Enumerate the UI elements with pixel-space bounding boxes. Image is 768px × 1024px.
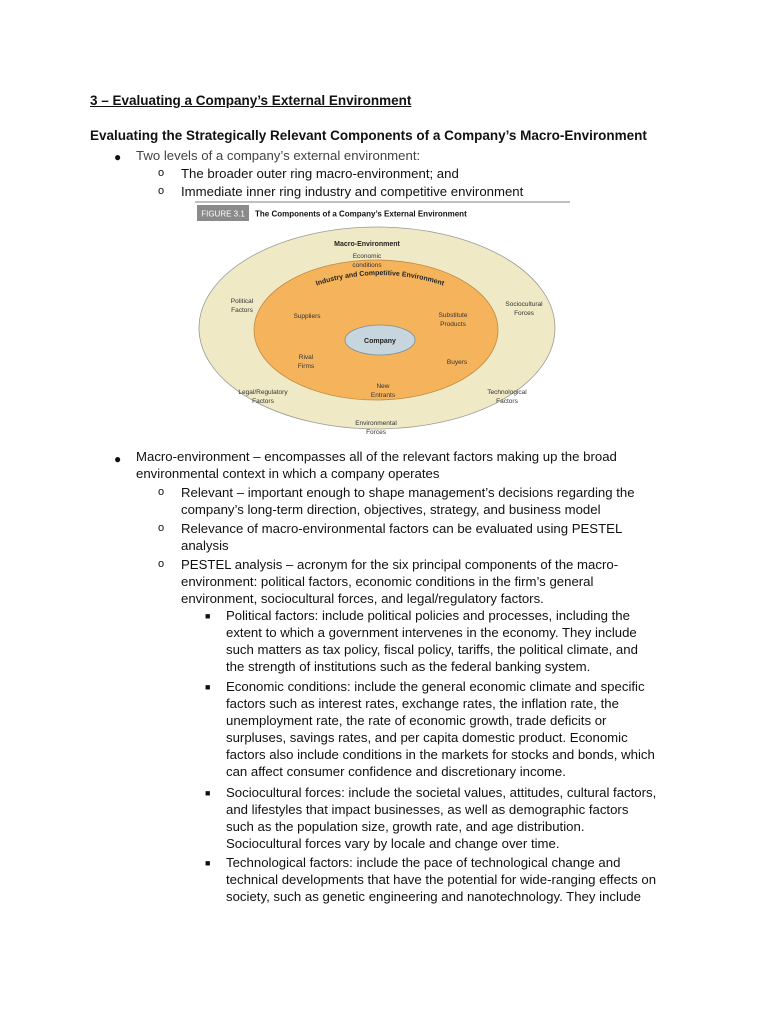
political-label-2: Factors [231,307,253,314]
item-text-line: technical developments that have the potential for wide-ranging effects on [226,872,657,887]
technological-label-2: Factors [496,398,518,405]
bullet-marker: ● [114,452,122,466]
item-text-line: unemployment rate, the rate of economic growth, trade deficits or [226,713,607,728]
legal-label-1: Legal/Regulatory [238,389,288,396]
sub-bullet-text-line: environment, sociocultural forces, and legal/regulatory factors. [181,591,544,606]
item-text-line: factors also include conditions in the markets for stocks and bonds, which [226,747,655,762]
section-heading: 3 – Evaluating a Company’s External Environment [90,93,412,108]
item-text-line: surpluses, savings rates, and per capita domestic product. Economic [226,730,628,745]
new-entrants-label-1: New [376,383,390,390]
economic-label-2: conditions [352,262,382,269]
item-text-line: such as the population size, growth rate, and age distribution. [226,819,585,834]
sub-bullet-text: The broader outer ring macro-environment; and [181,166,459,181]
section-subheading: Evaluating the Strategically Relevant Components of a Company’s Macro-Environment [90,128,647,143]
sub-bullet-marker: o [158,167,165,179]
technological-label-1: Technological [487,389,527,396]
sub-bullet-text-line: company’s long-term direction, objectives, strategy, and business model [181,502,601,517]
item-text-line: such matters as tax policy, fiscal policy, tariffs, the political climate, and [226,642,638,657]
item-marker: ■ [205,788,211,798]
industry-ring-label: Industry and Competitive Environment [315,269,445,288]
figure-label: FIGURE 3.1 [201,209,245,219]
item-text-line: Sociocultural forces: include the societal values, attitudes, cultural factors, [226,785,657,800]
item-text-line: society, such as genetic engineering and nanotechnology. They include [226,889,641,904]
item-marker: ■ [205,858,211,868]
item-text-line: and lifestyles that impact businesses, as well as demographic factors [226,802,629,817]
buyers-label: Buyers [446,359,468,366]
substitute-label-2: Products [440,321,466,328]
sub-bullet-text-line: analysis [181,538,229,553]
item-text-line: Technological factors: include the pace of technological change and [226,855,621,870]
item-marker: ■ [205,611,211,621]
sub-bullet-text: Immediate inner ring industry and competitive environment [181,184,524,199]
environmental-label-2: Forces [366,429,386,436]
sub-bullet-text-line: Relevant – important enough to shape management’s decisions regarding the [181,485,635,500]
rival-label-2: Firms [297,363,315,370]
sub-bullet-text-line: Relevance of macro-environmental factors can be evaluated using PESTEL [181,521,623,536]
new-entrants-label-2: Entrants [370,392,396,399]
sub-bullet-marker: o [158,522,165,534]
figure-components-diagram [195,200,575,445]
item-text-line: Economic conditions: include the general economic climate and specific [226,679,645,694]
bullet-text-line: Macro-environment – encompasses all of the relevant factors making up the broad [136,449,617,464]
rival-label-1: Rival [298,354,314,361]
economic-label-1: Economic [352,253,382,260]
figure-title: The Components of a Company’s External Environment [255,209,467,219]
bullet-marker: ● [114,150,122,164]
bullet-text: Two levels of a company’s external environment: [136,148,421,163]
company-label: Company [364,338,396,345]
political-label-1: Political [230,298,254,305]
item-text-line: Political factors: include political policies and processes, including the [226,608,630,623]
sociocultural-label-2: Forces [514,310,534,317]
sub-bullet-marker: o [158,185,165,197]
sociocultural-label-1: Sociocultural [505,301,543,308]
item-text-line: the strength of institutions such as the federal banking system. [226,659,591,674]
suppliers-label: Suppliers [293,313,321,320]
item-marker: ■ [205,682,211,692]
sub-bullet-marker: o [158,558,165,570]
bullet-text-line: environmental context in which a company operates [136,466,440,481]
item-text-line: factors such as interest rates, exchange rates, the inflation rate, the [226,696,619,711]
macro-ring-label: Macro-Environment [334,241,400,248]
substitute-label-1: Substitute [438,312,468,319]
legal-label-2: Factors [252,398,274,405]
item-text-line: can affect consumer confidence and discretionary income. [226,764,566,779]
sub-bullet-text-line: environment: political factors, economic conditions in the firm’s general [181,574,594,589]
sub-bullet-text-line: PESTEL analysis – acronym for the six principal components of the macro- [181,557,619,572]
item-text-line: Sociocultural forces vary by locale and change over time. [226,836,560,851]
sub-bullet-marker: o [158,486,165,498]
environmental-label-1: Environmental [355,420,397,427]
item-text-line: extent to which a government intervenes in the economy. They include [226,625,637,640]
